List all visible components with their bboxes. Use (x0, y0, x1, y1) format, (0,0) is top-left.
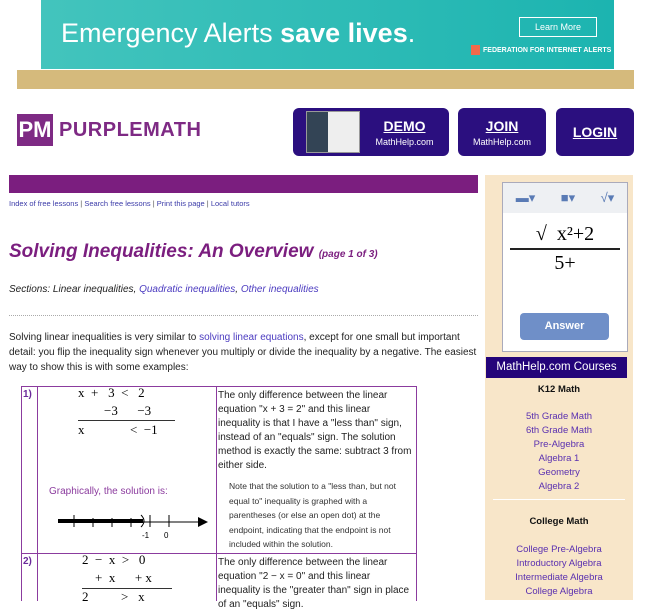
math-expression[interactable] (503, 223, 627, 275)
num-column (22, 387, 38, 601)
link-search[interactable]: Search free lessons (84, 199, 151, 208)
course-link[interactable]: College Algebra (525, 586, 593, 597)
superscript-icon[interactable]: ■▾ (560, 190, 576, 205)
course-link[interactable]: Algebra 1 (538, 453, 580, 464)
course-link[interactable]: Geometry (538, 467, 580, 478)
math-line: 2 > x (82, 589, 145, 604)
numerator: √ x²+2 (535, 223, 595, 245)
course-link[interactable]: 5th Grade Math (525, 411, 592, 422)
row-divider (22, 553, 416, 554)
example-explanation: The only difference between the linear equation "2 − x = 0" and this linear inequality is the "greater than" sign in place of an "equals" sign. (218, 557, 410, 610)
example-number: 2) (23, 556, 32, 567)
intro-paragraph: Solving linear inequalities is very similar to solving linear equations, except for one small but important detail: you flip the inequality sign whenever you multiply or divide the inequality by a negative. The easiest way to show this is with some examples: (9, 332, 477, 373)
college-heading: College Math (529, 516, 589, 527)
widget-toolbar (503, 183, 627, 213)
logo-text: PURPLEMATH (59, 118, 202, 141)
answer-button[interactable]: Answer (520, 313, 609, 340)
demo-sub: MathHelp.com (375, 136, 434, 147)
example-explanation: The only difference between the linear equation "x + 3 = 2" and this linear inequality is that I have a "less than" sign, instead of an "equals" sign. The solution method is exactly the same: subtract 3 from either side. (218, 390, 412, 471)
divider-bar (17, 70, 634, 89)
courses-heading: MathHelp.com Courses (486, 357, 627, 378)
divider (9, 315, 478, 316)
course-link[interactable]: 6th Grade Math (525, 425, 592, 436)
page-title: Solving Inequalities: An Overview (page 1 of 3) (9, 241, 378, 262)
course-link[interactable]: Intermediate Algebra (515, 572, 603, 583)
link-other[interactable]: Other inequalities (240, 284, 319, 295)
divider (493, 499, 625, 500)
learn-more-button[interactable]: Learn More (519, 17, 597, 37)
login-button[interactable] (556, 108, 634, 156)
link-quadratic[interactable]: Quadratic inequalities (139, 284, 236, 295)
math-line: x + 3 < 2 (78, 385, 145, 400)
link-index[interactable]: Index of free lessons (9, 199, 79, 208)
demo-label: DEMO (383, 117, 426, 134)
example-note: Note that the solution to a "less than, but not equal to" inequality is graphed with a parentheses (or else an open dot) at the endpoint, indicating that the endpoint is not included within the solution. (229, 481, 396, 549)
sqrt-icon[interactable]: √▾ (600, 190, 615, 205)
demo-button[interactable] (293, 108, 449, 156)
text-column (217, 387, 415, 610)
college-links (485, 543, 633, 599)
ad-banner[interactable] (41, 0, 614, 69)
fraction-icon[interactable]: ▬▾ (515, 190, 536, 205)
content-header-bar (9, 175, 478, 193)
join-label: JOIN (485, 117, 519, 134)
purplemath-logo[interactable] (17, 114, 201, 146)
course-link[interactable]: College Pre-Algebra (516, 544, 602, 555)
examples-table (21, 385, 417, 610)
join-sub: MathHelp.com (472, 136, 532, 147)
fraction-bar (510, 248, 620, 250)
math-line: −3 −3 (78, 403, 152, 418)
number-line (58, 512, 208, 542)
example-number: 1) (23, 389, 32, 400)
login-label: LOGIN (572, 124, 618, 140)
course-link[interactable]: Introductory Algebra (516, 558, 602, 569)
link-linear-equations[interactable]: solving linear equations (199, 332, 304, 343)
math-line: x < −1 (78, 422, 158, 437)
link-print[interactable]: Print this page (156, 199, 205, 208)
sections-nav: Sections: Linear inequalities, Quadratic inequalities, Other inequalities (9, 284, 319, 295)
math-rule (78, 420, 175, 421)
tick-label: 0 (164, 531, 169, 540)
ad-headline: Emergency Alerts save lives. (61, 18, 416, 48)
course-link[interactable]: Algebra 2 (538, 481, 580, 492)
demo-thumbnail (306, 111, 360, 153)
course-link[interactable]: Pre-Algebra (533, 439, 585, 450)
tick-label: -1 (142, 531, 150, 540)
denominator: 5+ (554, 252, 576, 274)
ad-sponsor: FEDERATION FOR INTERNET ALERTS (471, 45, 611, 55)
link-tutors[interactable]: Local tutors (210, 199, 250, 208)
k12-links (485, 410, 633, 494)
math-input-widget[interactable] (502, 182, 628, 352)
math-line: 2 − x > 0 (82, 552, 146, 567)
flag-icon (471, 45, 480, 55)
join-button[interactable] (458, 108, 546, 156)
top-links: Index of free lessons | Search free lessons | Print this page | Local tutors (9, 199, 250, 208)
math-line: + x + x (82, 570, 152, 585)
logo-mark: PM (17, 114, 53, 146)
k12-heading: K12 Math (537, 384, 581, 395)
sidebar (485, 175, 633, 600)
graph-label: Graphically, the solution is: (49, 486, 168, 497)
page-indicator: (page 1 of 3) (318, 249, 378, 260)
math-column (38, 385, 217, 604)
